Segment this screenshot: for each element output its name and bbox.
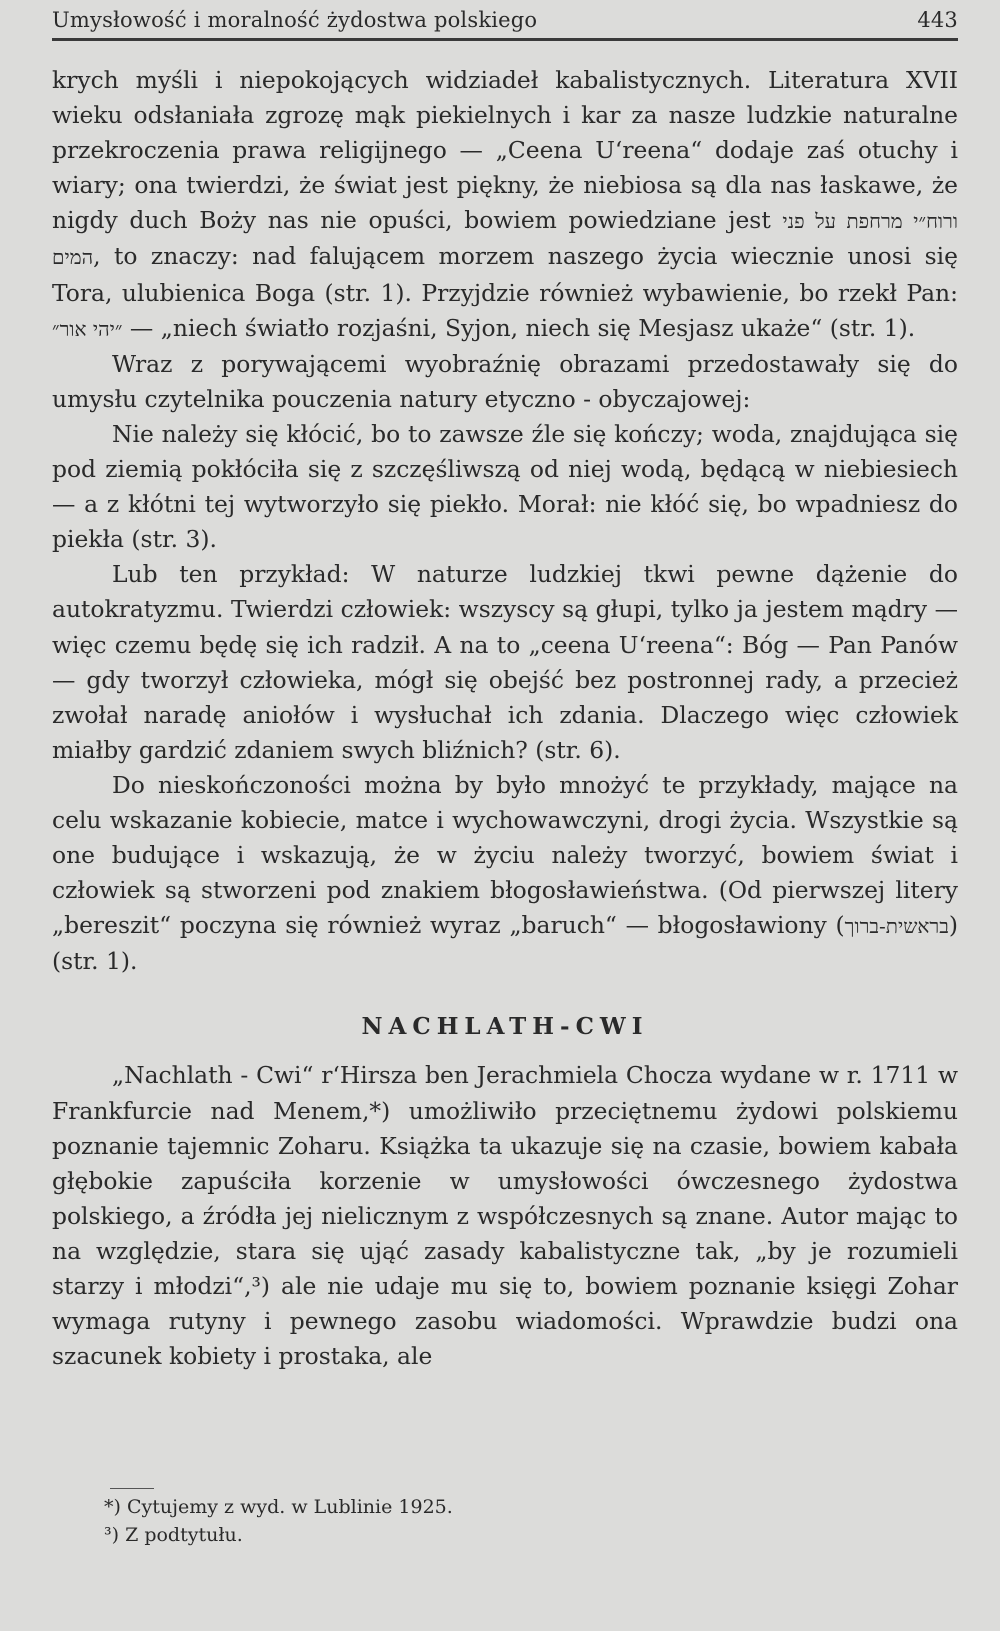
running-header <box>52 0 958 32</box>
hebrew-quote-3: בראשית-ברוך <box>844 914 949 939</box>
footnote-1-text: Cytujemy z wyd. w Lublinie 1925. <box>126 1496 453 1518</box>
paragraph-5-text-a: Do nieskończoności można by było mnożyć te przykłady, mające na celu wskazanie kobiecie, matce i wychowawczyni, drogi życia. Wszystkie są one budujące i wskazują, że w życiu należy tworzyć, bowiem świat i człowiek są stworzeni pod znakiem błogosławieństwa. (Od pierwszej litery „bereszit“ poczyna się również wyraz „baruch“ — błogosławiony ( <box>52 770 958 940</box>
paragraph-3: Nie należy się kłócić, bo to zawsze źle się kończy; woda, znajdująca się pod ziemią pokłóciła się z szczęśliwszą od niej wodą, będącą w niebiesiech — a z kłótni tej wytworzyło się piekło. Morał: nie kłóć się, bo wpadniesz do piekła (str. 3). <box>52 419 958 554</box>
paragraph-1-text-c: — „niech światło rozjaśni, Syjon, niech się Mesjasz ukaże“ (str. 1). <box>122 313 916 342</box>
footnote-rule <box>110 1488 154 1489</box>
hebrew-quote-2: ״יהי אור״ <box>52 316 123 341</box>
running-title: Umysłowość i moralność żydostwa polskiego <box>52 8 538 32</box>
page-number: 443 <box>917 8 958 32</box>
paragraph-5-text-b: ) (str. 1). <box>52 911 958 976</box>
footnote-2-text: Z podtytułu. <box>125 1524 243 1546</box>
section-title: NACHLATH-CWI <box>361 1013 649 1041</box>
footnotes <box>52 1488 958 1549</box>
footnote-1-mark: *) <box>104 1496 121 1518</box>
header-rule <box>52 38 958 41</box>
paragraph-1 <box>52 63 958 347</box>
footnote-1 <box>52 1493 958 1521</box>
footnote-2 <box>52 1521 958 1549</box>
paragraph-1-text-a: krych myśli i niepokojących widziadeł kabalistycznych. Literatura XVII wieku odsłaniała zgrozę mąk piekielnych i kar za nasze ludzkie naturalne przekroczenia prawa religijnego — „Ceena U‘reena“ dodaje zaś otuchy i wiary; ona twierdzi, że świat jest piękny, że niebiosa są dla nas łaskawe, że nigdy duch Boży nas nie opuści, bowiem powiedziane jest <box>52 66 958 235</box>
paragraph-1-text-b: , to znaczy: nad falującem morzem naszego życia wiecznie unosi się Tora, ulubienica Boga (str. 1). Przyjdzie również wybawienie, bo rzekł Pan: <box>52 242 958 307</box>
paragraph-5 <box>52 768 958 980</box>
main-text <box>52 63 958 1374</box>
paragraph-2: Wraz z porywającemi wyobraźnię obrazami przedostawały się do umysłu czytelnika pouczenia natury etyczno - obyczajowej: <box>52 349 958 413</box>
paragraph-4: Lub ten przykład: W naturze ludzkiej tkwi pewne dążenie do autokratyzmu. Twierdzi człowiek: wszyscy są głupi, tylko ja jestem mądry — więc czemu będę się ich radził. A na to „ceena U‘reena“: Bóg — Pan Panów — gdy tworzył człowieka, mógł się obejść bez postronnej rady, a przecież zwołał naradę aniołów i wysłuchał ich zdania. Dlaczego więc człowiek miałby gardzić zdaniem swych bliźnich? (str. 6). <box>52 560 958 764</box>
section-paragraph: „Nachlath - Cwi“ r‘Hirsza ben Jerachmiela Chocza wydane w r. 1711 w Frankfurcie nad Menem,*) umożliwiło przeciętnemu żydowi polskiemu poznanie tajemnic Zoharu. Książka ta ukazuje się na czasie, bowiem kabała głębokie zapuściła korzenie w umysłowości ówczesnego żydostwa polskiego, a źródła jej nielicznym z współczesnych są znane. Autor mając to na względzie, stara się ująć zasady kabalistyczne tak, „by je rozumieli starzy i młodzi“,³) ale nie udaje mu się to, bowiem poznanie księgi Zohar wymaga rutyny i pewnego zasobu wiadomości. Wprawdzie budzi ona szacunek kobiety i prostaka, ale <box>52 1061 958 1371</box>
footnote-2-mark: ³) <box>104 1524 120 1546</box>
hebrew-quote-1: ורוח״י מרחפת על פני המים <box>52 209 958 270</box>
